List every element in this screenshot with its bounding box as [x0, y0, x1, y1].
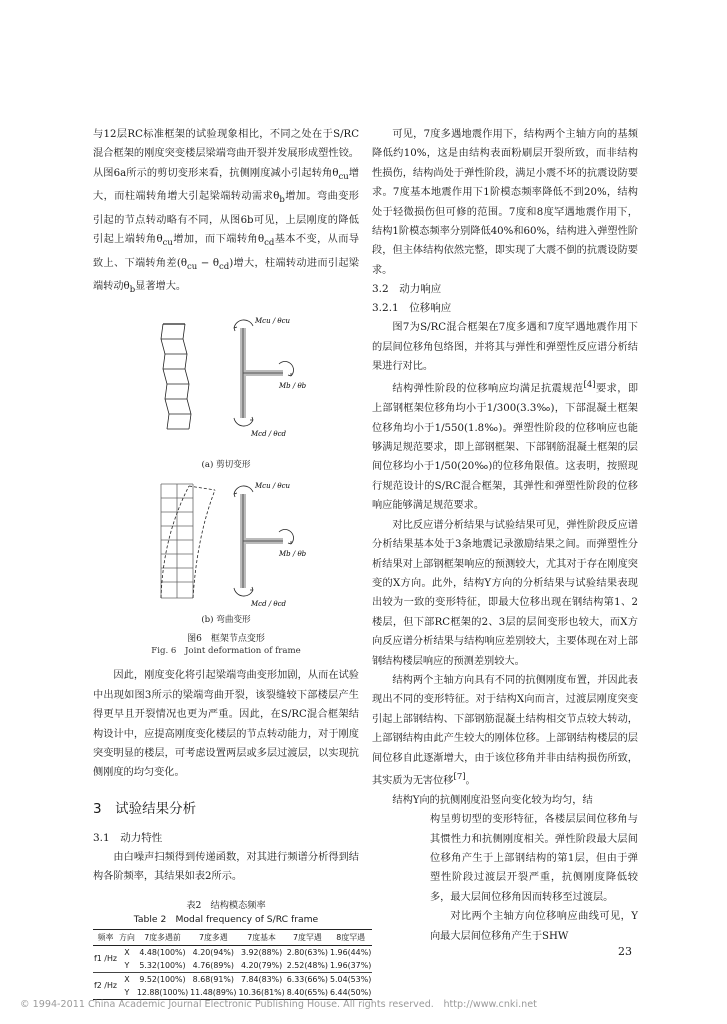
table-2 [93, 929, 372, 1000]
table-header-cell: 7度多遇 [198, 932, 228, 942]
table-cell: 4.48(100%) [139, 947, 186, 957]
figure-6b-diagram [141, 476, 311, 611]
table-2-caption-zh: 表2 结构模态频率 [186, 899, 266, 911]
table-cell: 4.20(94%) [192, 947, 234, 957]
table-cell: 4.76(89%) [192, 960, 234, 970]
figure-6-caption-en: Fig. 6 Joint deformation of frame [151, 646, 301, 657]
right-column [372, 125, 638, 946]
left-column [93, 125, 372, 1000]
table-cell: 4.20(79%) [240, 960, 283, 970]
figure-6b-caption: (b) 弯曲变形 [201, 615, 251, 626]
table-cell: 2.80(63%) [286, 947, 329, 957]
figure-6b-label-mid: Mb / θb [279, 550, 307, 559]
table-header-cell: 7度基本 [247, 932, 276, 942]
table-cell: 1.96(44%) [330, 947, 372, 957]
right-paragraph-5: 结构两个主轴方向具有不同的抗侧刚度布置，并因此表现出不同的变形特征。对于结构X向而言，过渡层刚度突变引起上部钢结构、下部钢筋混凝土结构相交节点较大转动，上部钢结构由此产生较大的刚体位移。上部钢结构楼层的层间位移自此逐渐增大，由于该位移角并非由结构损伤所致，其实质为无害位移[7]。 [372, 674, 638, 787]
table-cell: 5.04(53%) [330, 974, 372, 984]
table-group-label: f1 /Hz [94, 954, 118, 964]
copyright-footer: © 1994-2011 China Academic Journal Electronic Publishing House. All rights reserved. http://www.cnki.net [20, 999, 537, 1010]
right-paragraph-6-first: 结构Y向的抗侧刚度沿竖向变化较为均匀，结 [392, 794, 593, 806]
table-2-caption-en: Table 2 Modal frequency of S/RC frame [133, 913, 319, 925]
table-group-label: f2 /Hz [94, 981, 118, 991]
table-cell: 2.52(48%) [286, 960, 329, 970]
table-cell: Y [124, 987, 130, 997]
figure-6a-label-mid: Mb / θb [279, 382, 307, 391]
table-cell: 9.52(100%) [139, 974, 186, 984]
right-paragraph-7: 对比两个主轴方向位移响应曲线可见，Y向最大层间位移角产生于SHW [430, 911, 638, 942]
table-header-cell: 方向 [119, 932, 135, 942]
table-cell: X [124, 974, 130, 984]
section-3-1-heading: 3.1 动力特性 [93, 831, 163, 844]
table-cell: X [124, 947, 130, 957]
figure-6a-label-bottom: Mcd / θcd [251, 430, 286, 439]
table-header-cell: 7度多遇前 [144, 932, 181, 942]
figure-6a-diagram [141, 306, 311, 456]
left-paragraph-2: 因此，刚度变化将引起梁端弯曲变形加剧，从而在试验中出现如图3所示的梁端弯曲开裂，该裂缝较下部楼层产生得更早且开裂情况也更为严重。因此，在S/RC混合框架结构设计中，应提高刚度变化楼层的节点转动能力，对于刚度突变明显的楼层，可考虑设置两层或多层过渡层，以实现抗侧刚度的均匀变化。 [93, 670, 359, 779]
table-cell: 10.36(81%) [238, 987, 285, 997]
table-cell: 8.68(91%) [192, 974, 234, 984]
table-cell: Y [124, 960, 130, 970]
right-paragraph-3: 结构弹性阶段的位移响应均满足抗震规范[4]要求，即上部钢框架位移角均小于1/300(3.3‰)，下部混凝土框架位移角均小于1/550(1.8‰)。弹塑性阶段的位移响应也能够满足规范要求，即上部钢框架、下部钢筋混凝土框架的层间位移均小于1/50(20‰)的位移角限值。这表明，按照现行规范设计的S/RC混合框架，其弹性和弹塑性阶段的位移响应能够满足规范要求。 [372, 380, 639, 512]
right-paragraph-1: 可见，7度多遇地震作用下，结构两个主轴方向的基频降低约10%，这是由结构表面粉刷层开裂所致，而非结构性损伤，结构尚处于弹性阶段，满足小震不坏的抗震设防要求。7度基本地震作用下1阶模态频率降低不到20%，结构处于轻微损伤但可修的范围。7度和8度罕遇地震作用下，结构1阶模态频率分别降低40%和60%，结构进入弹塑性阶段，但主体结构依然完整，即实现了大震不倒的抗震设防要求。 [372, 129, 638, 276]
table-cell: 6.44(50%) [330, 987, 372, 997]
section-3-2-1-heading: 3.2.1 位移响应 [372, 302, 452, 315]
table-row [93, 959, 372, 973]
left-paragraph-3: 由白噪声扫频得到传递函数，对其进行频谱分析得到结构各阶频率，其结果如表2所示。 [93, 851, 359, 883]
figure-6b-label-bottom: Mcd / θcd [251, 600, 286, 609]
figure-6-caption-zh: 图6 框架节点变形 [187, 634, 265, 645]
table-header-cell: 频率 [97, 932, 114, 942]
page-number: 23 [618, 945, 632, 958]
table-cell: 12.88(100%) [136, 987, 189, 997]
right-paragraph-6-wrap [372, 810, 638, 946]
figure-6 [93, 306, 359, 656]
table-cell: 11.48(89%) [190, 987, 237, 997]
table-row [93, 945, 372, 959]
figure-6b-label-top: Mcu / θcu [255, 482, 291, 491]
left-paragraph-1: 与12层RC标准框架的试验现象相比，不同之处在于S/RC混合框架的刚度突变楼层梁端弯曲开裂并发展形成塑性铰。从图6a所示的剪切变形来看，抗侧刚度减小引起转角$\theta_{cu}$增大，而柱端转角增大引起梁端转动需求$\theta_b$增加。弯曲变形引起的节点转动略有不同，从图6b可见，上层刚度的降低引起上端转角$\theta_{cu}$增加，而下端转角$\theta_{cd}$基本不变，从而导致上、下端转角差$(\theta_{cu} - \theta_{cd})$增大，柱端转动进而引起梁端转动$\theta_b$显著增大。 [93, 129, 360, 295]
table-cell: 5.32(100%) [139, 960, 186, 970]
figure-6a-label-top: Mcu / θcu [255, 317, 291, 326]
table-cell: 7.84(83%) [240, 974, 283, 984]
table-header-row [93, 929, 372, 945]
section-3-heading: 3 试验结果分析 [93, 800, 197, 817]
section-3-2-heading: 3.2 动力响应 [372, 283, 442, 296]
table-cell: 8.40(65%) [286, 987, 329, 997]
table-header-cell: 8度罕遇 [336, 932, 365, 942]
right-paragraph-6-rest: 构呈剪切型的变形特征，各楼层层间位移角与其惯性力和抗侧刚度相关。弹性阶段最大层间位移角产生于上部钢结构的第1层，但由于弹塑性阶段过渡层开裂严重，抗侧刚度降低较多，最大层间位移角因而转移至过渡层。 [430, 814, 638, 903]
table-header-cell: 7度罕遇 [293, 932, 322, 942]
table-cell: 6.33(66%) [286, 974, 329, 984]
right-paragraph-2: 图7为S/RC混合框架在7度多遇和7度罕遇地震作用下的层间位移角包络图，并将其与弹性和弹塑性反应谱分析结果进行对比。 [372, 322, 638, 373]
right-paragraph-4: 对比反应谱分析结果与试验结果可见，弹性阶段反应谱分析结果基本处于3条地震记录激励结果之间。而弹塑性分析结果对上部钢框架响应的预测较大，尤其对于存在刚度突变的X方向。此外，结构Y方向的分析结果与试验结果表现出较为一致的变形特征，即最大位移出现在钢结构第1、2楼层，但下部RC框架的2、3层的层间变形也较大，而X方向反应谱分析结果与结构响应差别较大，主要体现在对上部钢结构楼层响应的预测差别较大。 [372, 519, 638, 667]
figure-6a-caption: (a) 剪切变形 [201, 460, 251, 471]
figure-7-space [372, 810, 430, 946]
table-cell: 1.96(37%) [330, 960, 372, 970]
table-row [93, 972, 372, 986]
table-cell: 3.92(88%) [240, 947, 283, 957]
